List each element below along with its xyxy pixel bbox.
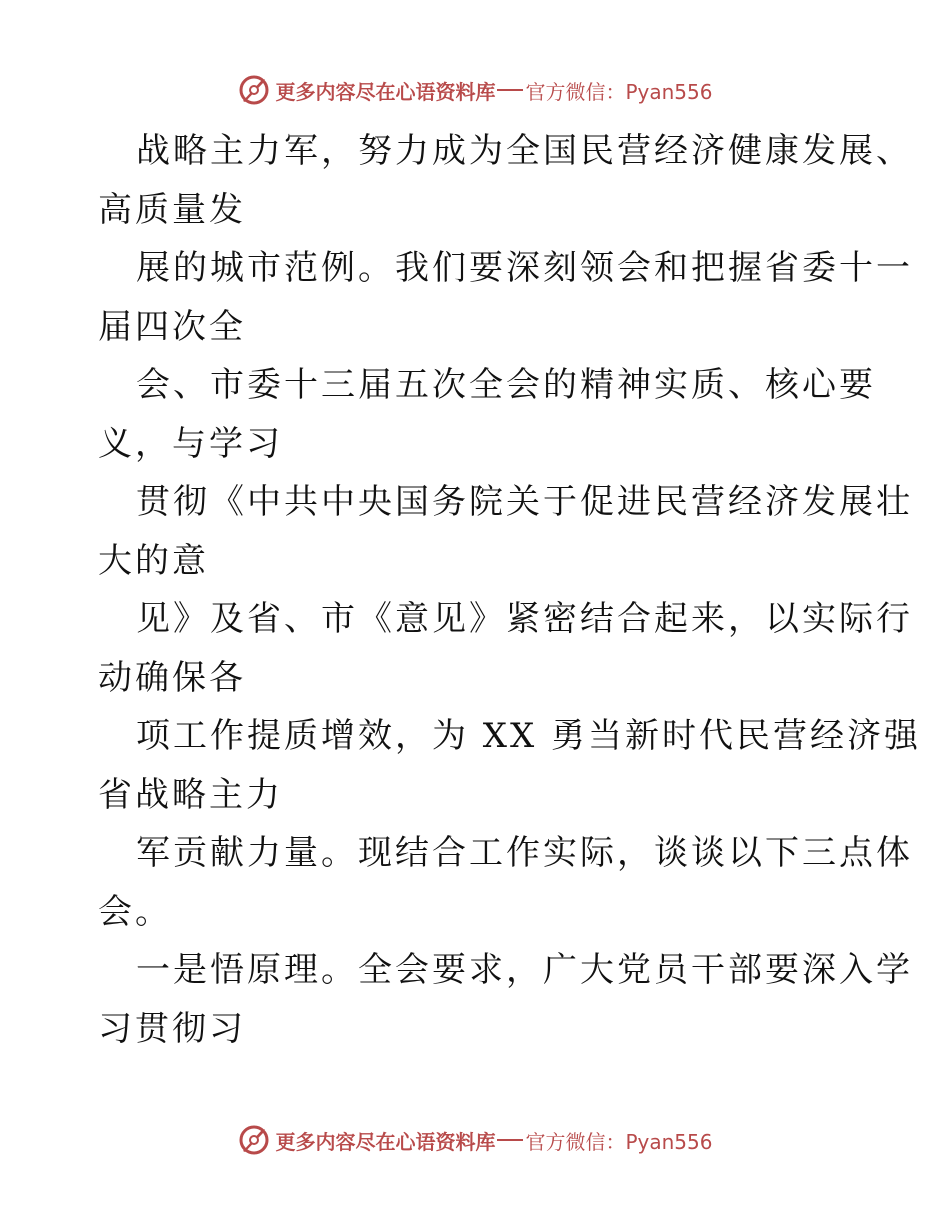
text-line: 届四次全: [98, 306, 246, 347]
watermark-contact: 官方微信：Pyan556: [525, 79, 713, 104]
text-line: 军贡献力量。现结合工作实际，谈谈以下三点体: [136, 833, 913, 873]
watermark-title: 更多内容尽在心语资料库: [275, 1129, 496, 1154]
watermark-title: 更多内容尽在心语资料库: [275, 79, 496, 104]
text-line: 战略主力军，努力成为全国民营经济健康发展、: [136, 131, 913, 171]
watermark-contact: 官方微信：Pyan556: [525, 1129, 713, 1154]
text-line: 习贯彻习: [98, 1008, 246, 1049]
quill-logo-icon: [237, 73, 271, 107]
text-line: 会、市委十三届五次全会的精神实质、核心要: [136, 365, 876, 405]
header-watermark: [0, 70, 950, 110]
text-line: 贯彻《中共中央国务院关于促进民营经济发展壮: [136, 482, 913, 522]
quill-logo-icon: [237, 1123, 271, 1157]
text-line: 大的意: [98, 540, 209, 581]
text-line: 义，与学习: [98, 423, 283, 464]
footer-watermark: [0, 1120, 950, 1160]
text-line: 省战略主力: [98, 774, 283, 815]
text-line: 动确保各: [98, 657, 246, 698]
text-line: 项工作提质增效，为 XX 勇当新时代民营经济强: [136, 716, 922, 756]
text-line: 高质量发: [98, 189, 246, 230]
text-line: 一是悟原理。全会要求，广大党员干部要深入学: [136, 950, 913, 990]
text-line: 会。: [98, 891, 172, 932]
text-line: 展的城市范例。我们要深刻领会和把握省委十一: [136, 248, 913, 288]
document-body: [98, 122, 922, 1058]
watermark-dash: [497, 1139, 523, 1141]
watermark-dash: [497, 89, 523, 91]
text-line: 见》及省、市《意见》紧密结合起来，以实际行: [136, 599, 913, 639]
